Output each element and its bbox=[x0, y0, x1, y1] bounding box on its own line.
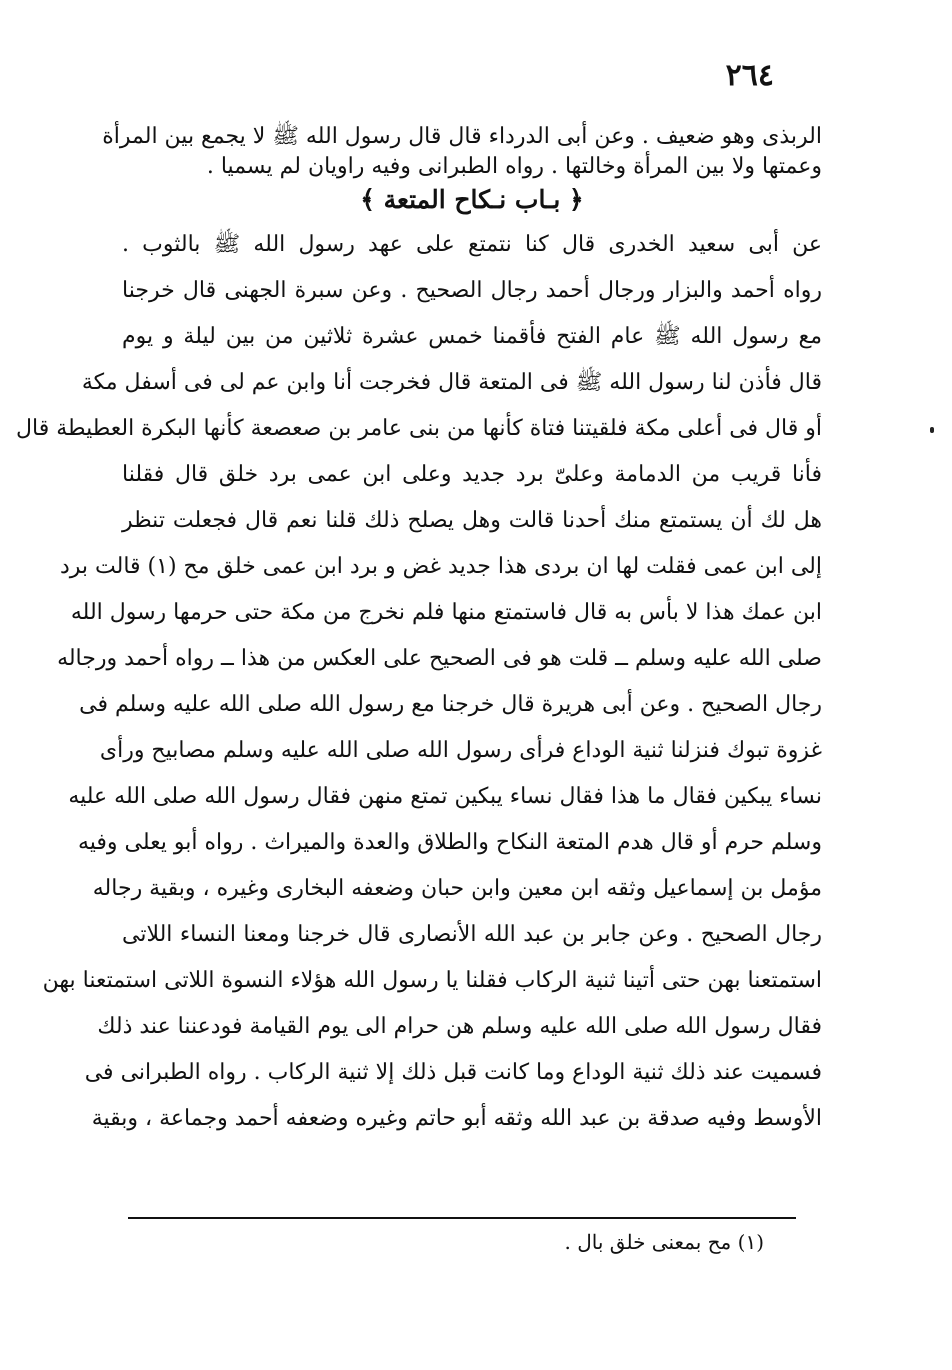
text-line: الربذى وهو ضعيف . وعن أبى الدرداء قال قال رسول الله ﷺ لا يجمع بين المرأة bbox=[102, 124, 822, 149]
text-line: مع رسول الله ﷺ عام الفتح فأقمنا خمس عشرة ثلاثين من بين ليلة و يوم bbox=[122, 324, 822, 349]
text-line: وعمتها ولا بين المرأة وخالتها . رواه الطبرانى وفيه راويان لم يسميا . bbox=[206, 154, 822, 179]
text-line: استمتعنا بهن حتى أتينا ثنية الركاب فقلنا يا رسول الله هؤلاء النسوة اللاتى استمتعنا بهن bbox=[42, 968, 822, 993]
body-text bbox=[16, 122, 822, 1142]
text-line: نساء يبكين فقال ما هذا فقال نساء يبكين تمتع منهن فقال رسول الله صلى الله عليه bbox=[68, 784, 822, 809]
text-line: إلى ابن عمى فقلت لها ان بردى هذا جديد غض و برد ابن عمى خلق مح (١) قالت برد bbox=[59, 554, 822, 579]
text-line: صلى الله عليه وسلم ــ قلت هو فى الصحيح على العكس من هذا ــ رواه أحمد ورجاله bbox=[57, 646, 822, 671]
text-line: وسلم حرم أو قال هدم المتعة النكاح والطلاق والعدة والميراث . رواه أبو يعلى وفيه bbox=[77, 830, 822, 855]
text-line: عن أبى سعيد الخدرى قال كنا نتمتع على عهد رسول الله ﷺ بالثوب . bbox=[122, 232, 822, 257]
text-line: فأنا قريب من الدمامة وعلىّ برد جديد وعلى ابن عمى برد خلق قال فقلنا bbox=[122, 462, 822, 487]
text-line: رواه أحمد والبزار ورجال أحمد رجال الصحيح . وعن سبرة الجهنى قال خرجنا bbox=[122, 278, 822, 303]
footnote-divider bbox=[128, 1217, 796, 1219]
text-line: رجال الصحيح . وعن جابر بن عبد الله الأنصارى قال خرجنا ومعنا النساء اللاتى bbox=[122, 922, 822, 947]
text-line: فقال رسول الله صلى الله عليه وسلم هن حرام الى يوم القيامة فودعننا عند ذلك bbox=[97, 1014, 822, 1039]
text-line: رجال الصحيح . وعن أبى هريرة قال خرجنا مع رسول الله صلى الله عليه وسلم فى bbox=[79, 692, 822, 717]
text-line: الأوسط وفيه صدقة بن عبد الله وثقه أبو حاتم وغيره وضعفه أحمد وجماعة ، وبقية bbox=[91, 1106, 822, 1131]
text-line: مؤمل بن إسماعيل وثقه ابن معين وابن حبان وضعفه البخارى وغيره ، وبقية رجاله bbox=[92, 876, 822, 901]
text-line: غزوة تبوك فنزلنا ثنية الوداع فرأى رسول الله صلى الله عليه وسلم مصابيح ورأى bbox=[99, 738, 822, 763]
text-line: هل لك أن يستمتع منك أحدنا قالت وهل يصلح ذلك قلنا نعم قال فجعلت تنظر bbox=[122, 508, 822, 533]
text-line: ابن عمك هذا لا بأس به قال فاستمتع منها فلم نخرج من مكة حتى حرمها رسول الله bbox=[70, 600, 822, 625]
text-line: فسميت عند ذلك ثنية الوداع وما كانت قبل ذلك إلا ثنية الركاب . رواه الطبرانى فى bbox=[84, 1060, 822, 1085]
text-line: قال فأذن لنا رسول الله ﷺ فى المتعة قال فخرجت أنا وابن عم لى فى أسفل مكة bbox=[81, 370, 822, 395]
text-line: أو قال فى أعلى مكة فلقيتنا فتاة كأنها من بنى عامر بن صعصعة كأنها البكرة العطيطة قال bbox=[16, 416, 822, 441]
margin-mark bbox=[930, 427, 934, 433]
page-number: ٢٦٤ bbox=[725, 58, 774, 93]
footnote: (١) مح بمعنى خلق بال . bbox=[564, 1230, 764, 1254]
chapter-heading: ﴿ بـاب نـكاح المتعة ﴾ bbox=[360, 185, 584, 214]
